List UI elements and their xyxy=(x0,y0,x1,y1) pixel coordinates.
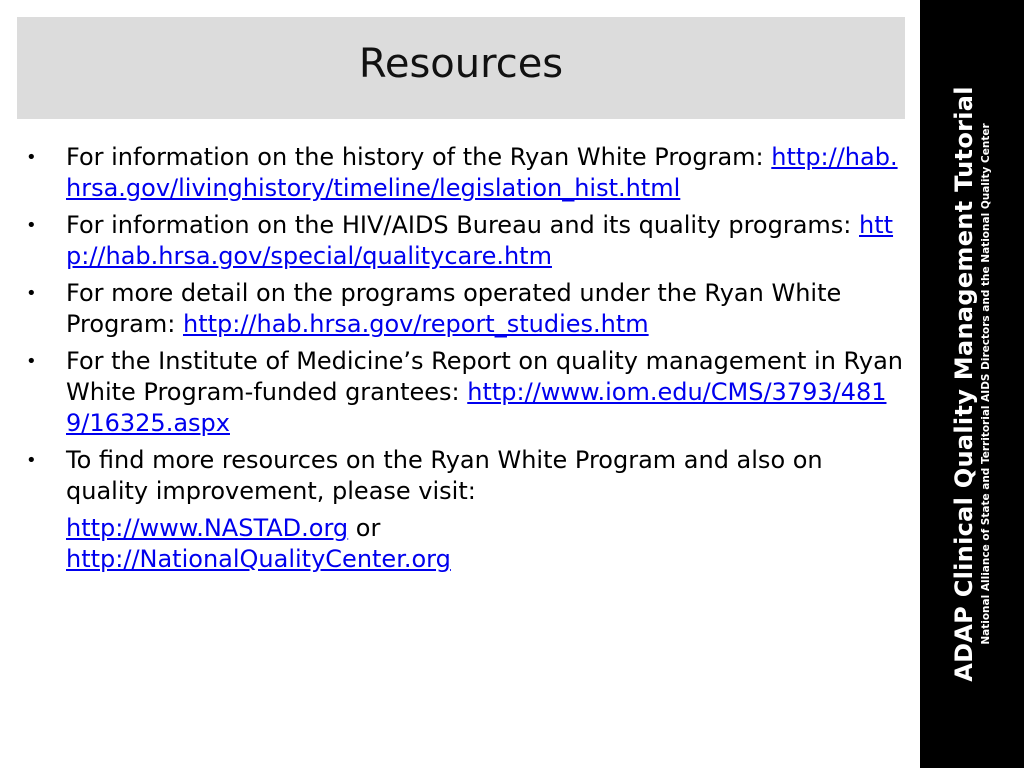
bullet-icon: • xyxy=(26,215,37,236)
bullet-text: For information on the history of the Ryan White Program: xyxy=(66,143,772,171)
history-link[interactable]: http://hab.hrsa.gov/livinghistory/timeline/legislation_hist.html xyxy=(66,143,898,202)
bullet-text: For the Institute of Medicine’s Report on quality management in Ryan White Program-funded grantees: xyxy=(66,347,904,406)
bullet-item-iom xyxy=(26,346,906,439)
bullet-item-more-resources xyxy=(26,445,906,507)
national-quality-center-link[interactable]: http://NationalQualityCenter.org xyxy=(66,545,451,573)
extra-links xyxy=(26,513,906,575)
bullet-item-programs xyxy=(26,278,906,340)
slide-title: Resources xyxy=(358,41,564,87)
bullet-text: To find more resources on the Ryan White Program and also on quality improvement, please visit: xyxy=(66,446,823,505)
title-bar xyxy=(17,17,905,119)
connector-text: or xyxy=(348,514,381,542)
report-studies-link[interactable]: http://hab.hrsa.gov/report_studies.htm xyxy=(182,310,649,338)
bullet-item-history xyxy=(26,142,906,204)
sidebar-main-title: ADAP Clinical Quality Management Tutorial xyxy=(950,86,978,682)
quality-care-link[interactable]: http://hab.hrsa.gov/special/qualitycare.htm xyxy=(66,211,894,270)
content-area xyxy=(26,142,906,575)
iom-report-link[interactable]: http://www.iom.edu/CMS/3793/4819/16325.aspx xyxy=(66,378,887,437)
bullet-icon: • xyxy=(26,147,37,168)
bullet-text: For more detail on the programs operated under the Ryan White Program: xyxy=(66,279,842,338)
bullet-item-bureau xyxy=(26,210,906,272)
sidebar-text xyxy=(949,24,993,744)
bullet-icon: • xyxy=(26,351,37,372)
bullet-icon: • xyxy=(26,450,37,471)
bullet-text: For information on the HIV/AIDS Bureau and its quality programs: xyxy=(66,211,859,239)
bullet-icon: • xyxy=(26,283,37,304)
nastad-link[interactable]: http://www.NASTAD.org xyxy=(66,514,349,542)
bullet-list xyxy=(26,142,906,507)
sidebar-subtitle: National Alliance of State and Territorial AIDS Directors and the National Quality Center xyxy=(980,123,992,645)
